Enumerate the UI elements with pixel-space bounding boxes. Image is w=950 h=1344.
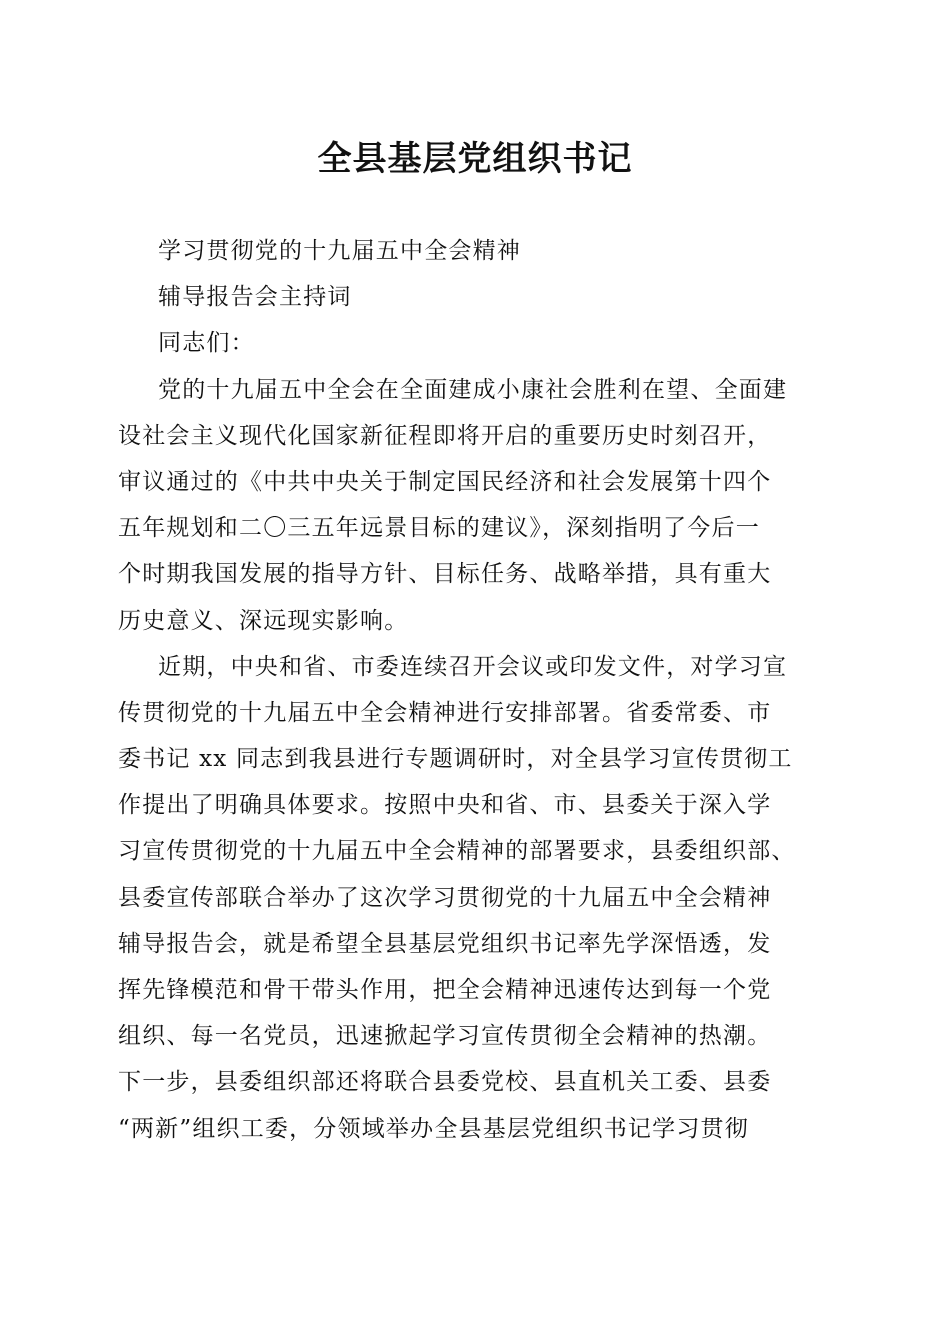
paragraph-line: 传贯彻党的十九届五中全会精神进行安排部署。省委常委、市 bbox=[118, 699, 772, 726]
subtitle-line-1: 学习贯彻党的十九届五中全会精神 bbox=[158, 238, 521, 264]
subtitle-line-2: 辅导报告会主持词 bbox=[158, 284, 352, 311]
paragraph-line: 作提出了明确具体要求。按照中央和省、市、县委关于深入学 bbox=[118, 792, 772, 819]
paragraph-line: 县委宣传部联合举办了这次学习贯彻党的十九届五中全会精神 bbox=[118, 884, 772, 911]
paragraph-line: 审议通过的《中共中央关于制定国民经济和社会发展第十四个 bbox=[118, 468, 772, 495]
document-title: 全县基层党组织书记 bbox=[317, 139, 633, 179]
paragraph-line: 个时期我国发展的指导方针、目标任务、战略举措，具有重大 bbox=[118, 561, 772, 588]
paragraph-line: 历史意义、深远现实影响。 bbox=[118, 607, 409, 634]
paragraph-line: 挥先锋模范和骨干带头作用，把全会精神迅速传达到每一个党 bbox=[118, 977, 772, 1003]
paragraph-line: 下一步，县委组织部还将联合县委党校、县直机关工委、县委 bbox=[118, 1069, 772, 1096]
paragraph-line: 党的十九届五中全会在全面建成小康社会胜利在望、全面建 bbox=[158, 376, 788, 403]
paragraph-line: 辅导报告会，就是希望全县基层党组织书记率先学深悟透，发 bbox=[118, 930, 772, 957]
paragraph-line: 委书记 xx 同志到我县进行专题调研时，对全县学习宣传贯彻工 bbox=[118, 746, 793, 773]
paragraph-line: “两新”组织工委，分领域举办全县基层党组织书记学习贯彻 bbox=[118, 1115, 749, 1142]
document-body bbox=[118, 228, 838, 1152]
paragraph-line: 五年规划和二〇三五年远景目标的建议》，深刻指明了今后一 bbox=[118, 515, 760, 542]
paragraph-line: 近期，中央和省、市委连续召开会议或印发文件，对学习宣 bbox=[158, 653, 788, 680]
salutation: 同志们： bbox=[158, 330, 255, 357]
paragraph-line: 习宣传贯彻党的十九届五中全会精神的部署要求，县委组织部、 bbox=[118, 838, 796, 865]
paragraph-line: 组织、每一名党员，迅速掀起学习宣传贯彻全会精神的热潮。 bbox=[118, 1023, 772, 1050]
paragraph-line: 设社会主义现代化国家新征程即将开启的重要历史时刻召开， bbox=[118, 422, 772, 449]
